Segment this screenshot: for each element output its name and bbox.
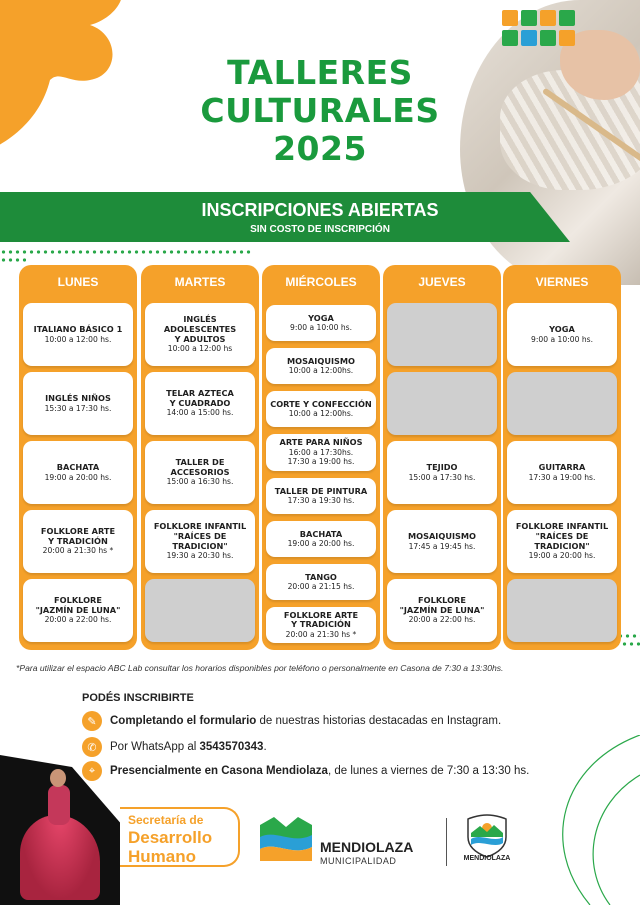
workshop-time: 17:30 a 19:00 hs.: [528, 472, 596, 482]
workshop-card: [266, 434, 376, 471]
workshop-card: [266, 521, 376, 557]
banner-title: INSCRIPCIONES ABIERTAS: [201, 200, 439, 220]
workshop-name: TELAR AZTECA Y CUADRADO: [166, 388, 234, 408]
workshop-name: FOLKLORE ARTE Y TRADICIÓN: [40, 526, 116, 546]
municipality-logo-icon: [258, 815, 314, 863]
inperson-text: [110, 765, 529, 777]
workshop-time: 20:00 a 21:30 hs *: [285, 629, 357, 639]
logo-divider: [446, 818, 447, 866]
dots-decoration-left-2: [0, 256, 26, 264]
workshop-time: 10:00 a 12:00 hs.: [44, 334, 112, 344]
mendiolaza-mark-icon: [502, 6, 586, 52]
instagram-form-icon: ✎: [82, 711, 102, 731]
workshop-time: 15:30 a 17:30 hs.: [44, 403, 112, 413]
inperson-text-bold: Presencialmente en Casona Mendiolaza: [110, 765, 328, 777]
day-header: JUEVES: [418, 275, 466, 289]
banner-subtitle: SIN COSTO DE INSCRIPCIÓN: [250, 224, 390, 235]
workshop-time: 19:00 a 20:00 hs.: [528, 551, 596, 561]
workshop-time: 19:00 a 20:00 hs.: [44, 472, 112, 482]
day-header: VIERNES: [535, 275, 589, 289]
workshop-name: TALLER DE ACCESORIOS: [170, 457, 230, 477]
workshop-card: [507, 510, 617, 573]
municipality-name: MENDIOLAZA: [320, 839, 414, 855]
workshop-time: 17:30 a 19:30 hs.: [287, 496, 355, 506]
workshop-time: 10:00 a 12:00hs.: [288, 409, 354, 419]
form-text-bold: Completando el formulario: [110, 715, 257, 727]
workshop-card: [507, 441, 617, 504]
form-text: [110, 715, 501, 727]
workshop-time: 20:00 a 22:00 hs.: [408, 615, 476, 625]
footnote: *Para utilizar el espacio ABC Lab consultar los horarios disponibles por teléfono o personalmente en Casona de 7:30 a 13:30hs.: [16, 663, 504, 673]
workshop-card: [266, 478, 376, 514]
title-line-3: 2025: [273, 129, 367, 168]
workshop-card: [266, 305, 376, 341]
workshop-card: [145, 303, 255, 366]
title-line-2: CULTURALES: [200, 91, 440, 130]
secretaria-logo: [120, 807, 240, 867]
workshop-time: 14:00 a 15:00 hs.: [166, 408, 234, 418]
workshop-name: BACHATA: [299, 528, 343, 539]
secretaria-line-1: Secretaría de: [128, 813, 204, 827]
workshop-card: [387, 510, 497, 573]
workshop-name: TEJIDO: [426, 462, 458, 472]
secretaria-line-3: Humano: [128, 847, 196, 866]
workshop-name: FOLKLORE ARTE Y TRADICIÓN: [283, 609, 359, 630]
inscription-whatsapp-row: [82, 737, 267, 757]
municipality-sub: MUNICIPALIDAD: [320, 856, 397, 866]
workshop-card: [23, 372, 133, 435]
location-pin-icon: ⌖: [82, 761, 102, 781]
empty-slot: [507, 372, 617, 435]
whatsapp-number: 3543570343: [199, 741, 264, 753]
empty-slot: [387, 372, 497, 435]
workshop-card: [387, 579, 497, 642]
workshop-name: TALLER DE PINTURA: [274, 485, 368, 496]
workshop-time: 20:00 a 22:00 hs.: [44, 615, 112, 625]
workshop-name: CORTE Y CONFECCIÓN: [270, 398, 372, 409]
workshop-name: TANGO: [305, 571, 337, 582]
day-header: MIÉRCOLES: [285, 275, 357, 289]
workshop-name: FOLKLORE INFANTIL "RAÍCES DE TRADICION": [153, 521, 247, 551]
form-text-rest: de nuestras historias destacadas en Instagram.: [256, 715, 502, 727]
workshop-time: 10:00 a 12:00 hs: [167, 344, 233, 354]
workshop-card: [266, 564, 376, 600]
page-title: [160, 54, 480, 168]
workshop-time: 20:00 a 21:15 hs.: [287, 582, 355, 592]
workshop-name: FOLKLORE "JAZMÍN DE LUNA": [399, 595, 485, 615]
workshop-time: 15:00 a 17:30 hs.: [408, 472, 476, 482]
workshop-card: [23, 510, 133, 573]
workshop-card: [507, 303, 617, 366]
workshop-card: [266, 391, 376, 427]
workshop-name: ITALIANO BÁSICO 1: [33, 324, 123, 334]
workshop-time: 20:00 a 21:30 hs *: [42, 546, 114, 556]
orange-blob-decoration: [0, 0, 150, 155]
workshop-time: 10:00 a 12:00hs.: [288, 366, 354, 376]
workshop-card: [387, 441, 497, 504]
workshop-name: BACHATA: [56, 462, 100, 472]
workshop-card: [266, 348, 376, 384]
empty-slot: [387, 303, 497, 366]
workshop-name: YOGA: [308, 312, 334, 323]
title-line-1: TALLERES: [227, 53, 413, 92]
whatsapp-post: .: [263, 741, 267, 753]
dots-decoration-left: [0, 248, 252, 256]
workshop-name: INGLÉS ADOLESCENTES Y ADULTOS: [163, 314, 237, 344]
day-header: MARTES: [174, 275, 226, 289]
workshop-time: 16:00 a 17:30hs. 17:30 a 19:00 hs.: [287, 447, 355, 467]
workshop-card: [266, 607, 376, 643]
whatsapp-text: [110, 741, 267, 753]
workshop-name: FOLKLORE "JAZMÍN DE LUNA": [35, 595, 121, 615]
workshop-card: [23, 303, 133, 366]
workshop-name: MOSAIQUISMO: [286, 355, 356, 366]
inperson-text-rest: , de lunes a viernes de 7:30 a 13:30 hs.: [327, 765, 530, 777]
workshop-time: 9:00 a 10:00 hs.: [530, 334, 593, 344]
inscription-form-row: [82, 711, 501, 731]
empty-slot: [145, 579, 255, 642]
inscription-inperson-row: [82, 761, 529, 781]
workshop-name: FOLKLORE INFANTIL "RAÍCES DE TRADICION": [515, 521, 609, 551]
whatsapp-pre: Por WhatsApp al: [110, 741, 200, 753]
workshop-card: [23, 579, 133, 642]
workshop-time: 19:30 a 20:30 hs.: [166, 551, 234, 561]
empty-slot: [507, 579, 617, 642]
workshop-name: INGLÉS NIÑOS: [45, 393, 111, 403]
day-header: LUNES: [57, 275, 99, 289]
workshop-name: YOGA: [549, 324, 575, 334]
workshop-time: 19:00 a 20:00 hs.: [287, 539, 355, 549]
workshop-time: 9:00 a 10:00 hs.: [289, 323, 352, 333]
workshop-name: ARTE PARA NIÑOS: [279, 437, 363, 448]
green-swirl-decoration: [500, 735, 640, 905]
workshop-card: [145, 510, 255, 573]
workshop-time: 15:00 a 16:30 hs.: [166, 477, 234, 487]
seal-name: MENDIOLAZA: [463, 855, 511, 862]
workshop-card: [23, 441, 133, 504]
workshop-name: MOSAIQUISMO: [407, 531, 477, 541]
workshop-card: [145, 441, 255, 504]
workshop-time: 17:45 a 19:45 hs.: [408, 541, 476, 551]
secretaria-line-2: Desarrollo: [128, 828, 213, 847]
workshop-name: GUITARRA: [538, 462, 586, 472]
inscription-heading: PODÉS INSCRIBIRTE: [82, 692, 194, 704]
workshop-card: [145, 372, 255, 435]
whatsapp-icon: ✆: [82, 737, 102, 757]
